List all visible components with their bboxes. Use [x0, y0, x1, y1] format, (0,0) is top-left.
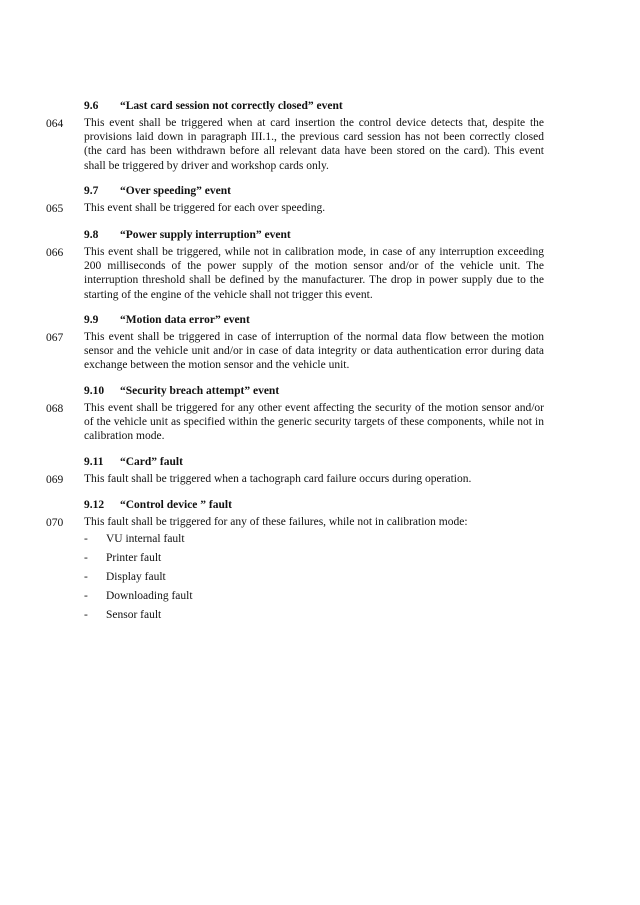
- list-dash: -: [84, 571, 88, 583]
- section-number: 9.12: [84, 499, 105, 511]
- section-number: 9.11: [84, 456, 104, 468]
- paragraph-number: 067: [46, 332, 64, 344]
- fault-list: [84, 530, 193, 625]
- list-item: [84, 530, 193, 549]
- paragraph-text: This event shall be triggered for any other event affecting the security of the motion sensor and/or of the vehicle unit as specified within the generic security targets of these components, while not in calibration mode.: [84, 402, 544, 443]
- section-title: “Control device ” fault: [120, 499, 232, 511]
- section-heading: [84, 184, 231, 198]
- section-number: 9.9: [84, 314, 99, 326]
- section-heading: [84, 498, 232, 512]
- paragraph-number: 066: [46, 247, 64, 259]
- list-dash: -: [84, 552, 88, 564]
- section-number: 9.6: [84, 100, 99, 112]
- paragraph-text: This fault shall be triggered for any of these failures, while not in calibration mode:: [84, 516, 468, 528]
- paragraph-number: 070: [46, 517, 64, 529]
- paragraph-number: 069: [46, 474, 64, 486]
- section-number: 9.10: [84, 385, 105, 397]
- list-dash: -: [84, 609, 88, 621]
- section-heading: [84, 228, 291, 242]
- section-title: “Last card session not correctly closed” event: [120, 100, 343, 112]
- list-item: [84, 587, 193, 606]
- paragraph-number: 064: [46, 118, 64, 130]
- list-item-text: Display fault: [106, 571, 166, 583]
- list-item: [84, 606, 193, 625]
- section-number: 9.7: [84, 185, 99, 197]
- paragraph-text: This fault shall be triggered when a tachograph card failure occurs during operation.: [84, 473, 472, 485]
- list-item-text: VU internal fault: [106, 533, 185, 545]
- list-item-text: Sensor fault: [106, 609, 162, 621]
- section-heading: [84, 99, 343, 113]
- paragraph-number: 068: [46, 403, 64, 415]
- list-dash: -: [84, 533, 88, 545]
- list-dash: -: [84, 590, 88, 602]
- paragraph-text: This event shall be triggered when at card insertion the control device detects that, despite the provisions laid down in paragraph III.1., the previous card session has not been correctly closed (the card has been withdrawn before all relevant data have been stored on the card). This event shall be triggered by driver and workshop cards only.: [84, 117, 544, 172]
- paragraph-text: This event shall be triggered in case of interruption of the normal data flow between the motion sensor and the vehicle unit and/or in case of data integrity or data authentication error during data exchange between the motion sensor and the vehicle unit.: [84, 331, 544, 372]
- section-heading: [84, 384, 279, 398]
- section-heading: [84, 313, 250, 327]
- list-item: [84, 549, 193, 568]
- list-item: [84, 568, 193, 587]
- list-item-text: Printer fault: [106, 552, 162, 564]
- paragraph-text: This event shall be triggered for each over speeding.: [84, 202, 326, 214]
- section-title: “Security breach attempt” event: [120, 385, 280, 397]
- paragraph-text: This event shall be triggered, while not in calibration mode, in case of any interruption exceeding 200 milliseconds of the power supply of the motion sensor and/or of the vehicle unit. The interruption threshold shall be defined by the manufacturer. The drop in power supply due to the starting of the engine of the vehicle shall not trigger this event.: [84, 246, 544, 301]
- section-title: “Power supply interruption” event: [120, 229, 291, 241]
- section-title: “Over speeding” event: [120, 185, 231, 197]
- section-title: “Motion data error” event: [120, 314, 250, 326]
- section-number: 9.8: [84, 229, 99, 241]
- section-heading: [84, 455, 183, 469]
- list-item-text: Downloading fault: [106, 590, 193, 602]
- section-title: “Card” fault: [120, 456, 183, 468]
- paragraph-number: 065: [46, 203, 64, 215]
